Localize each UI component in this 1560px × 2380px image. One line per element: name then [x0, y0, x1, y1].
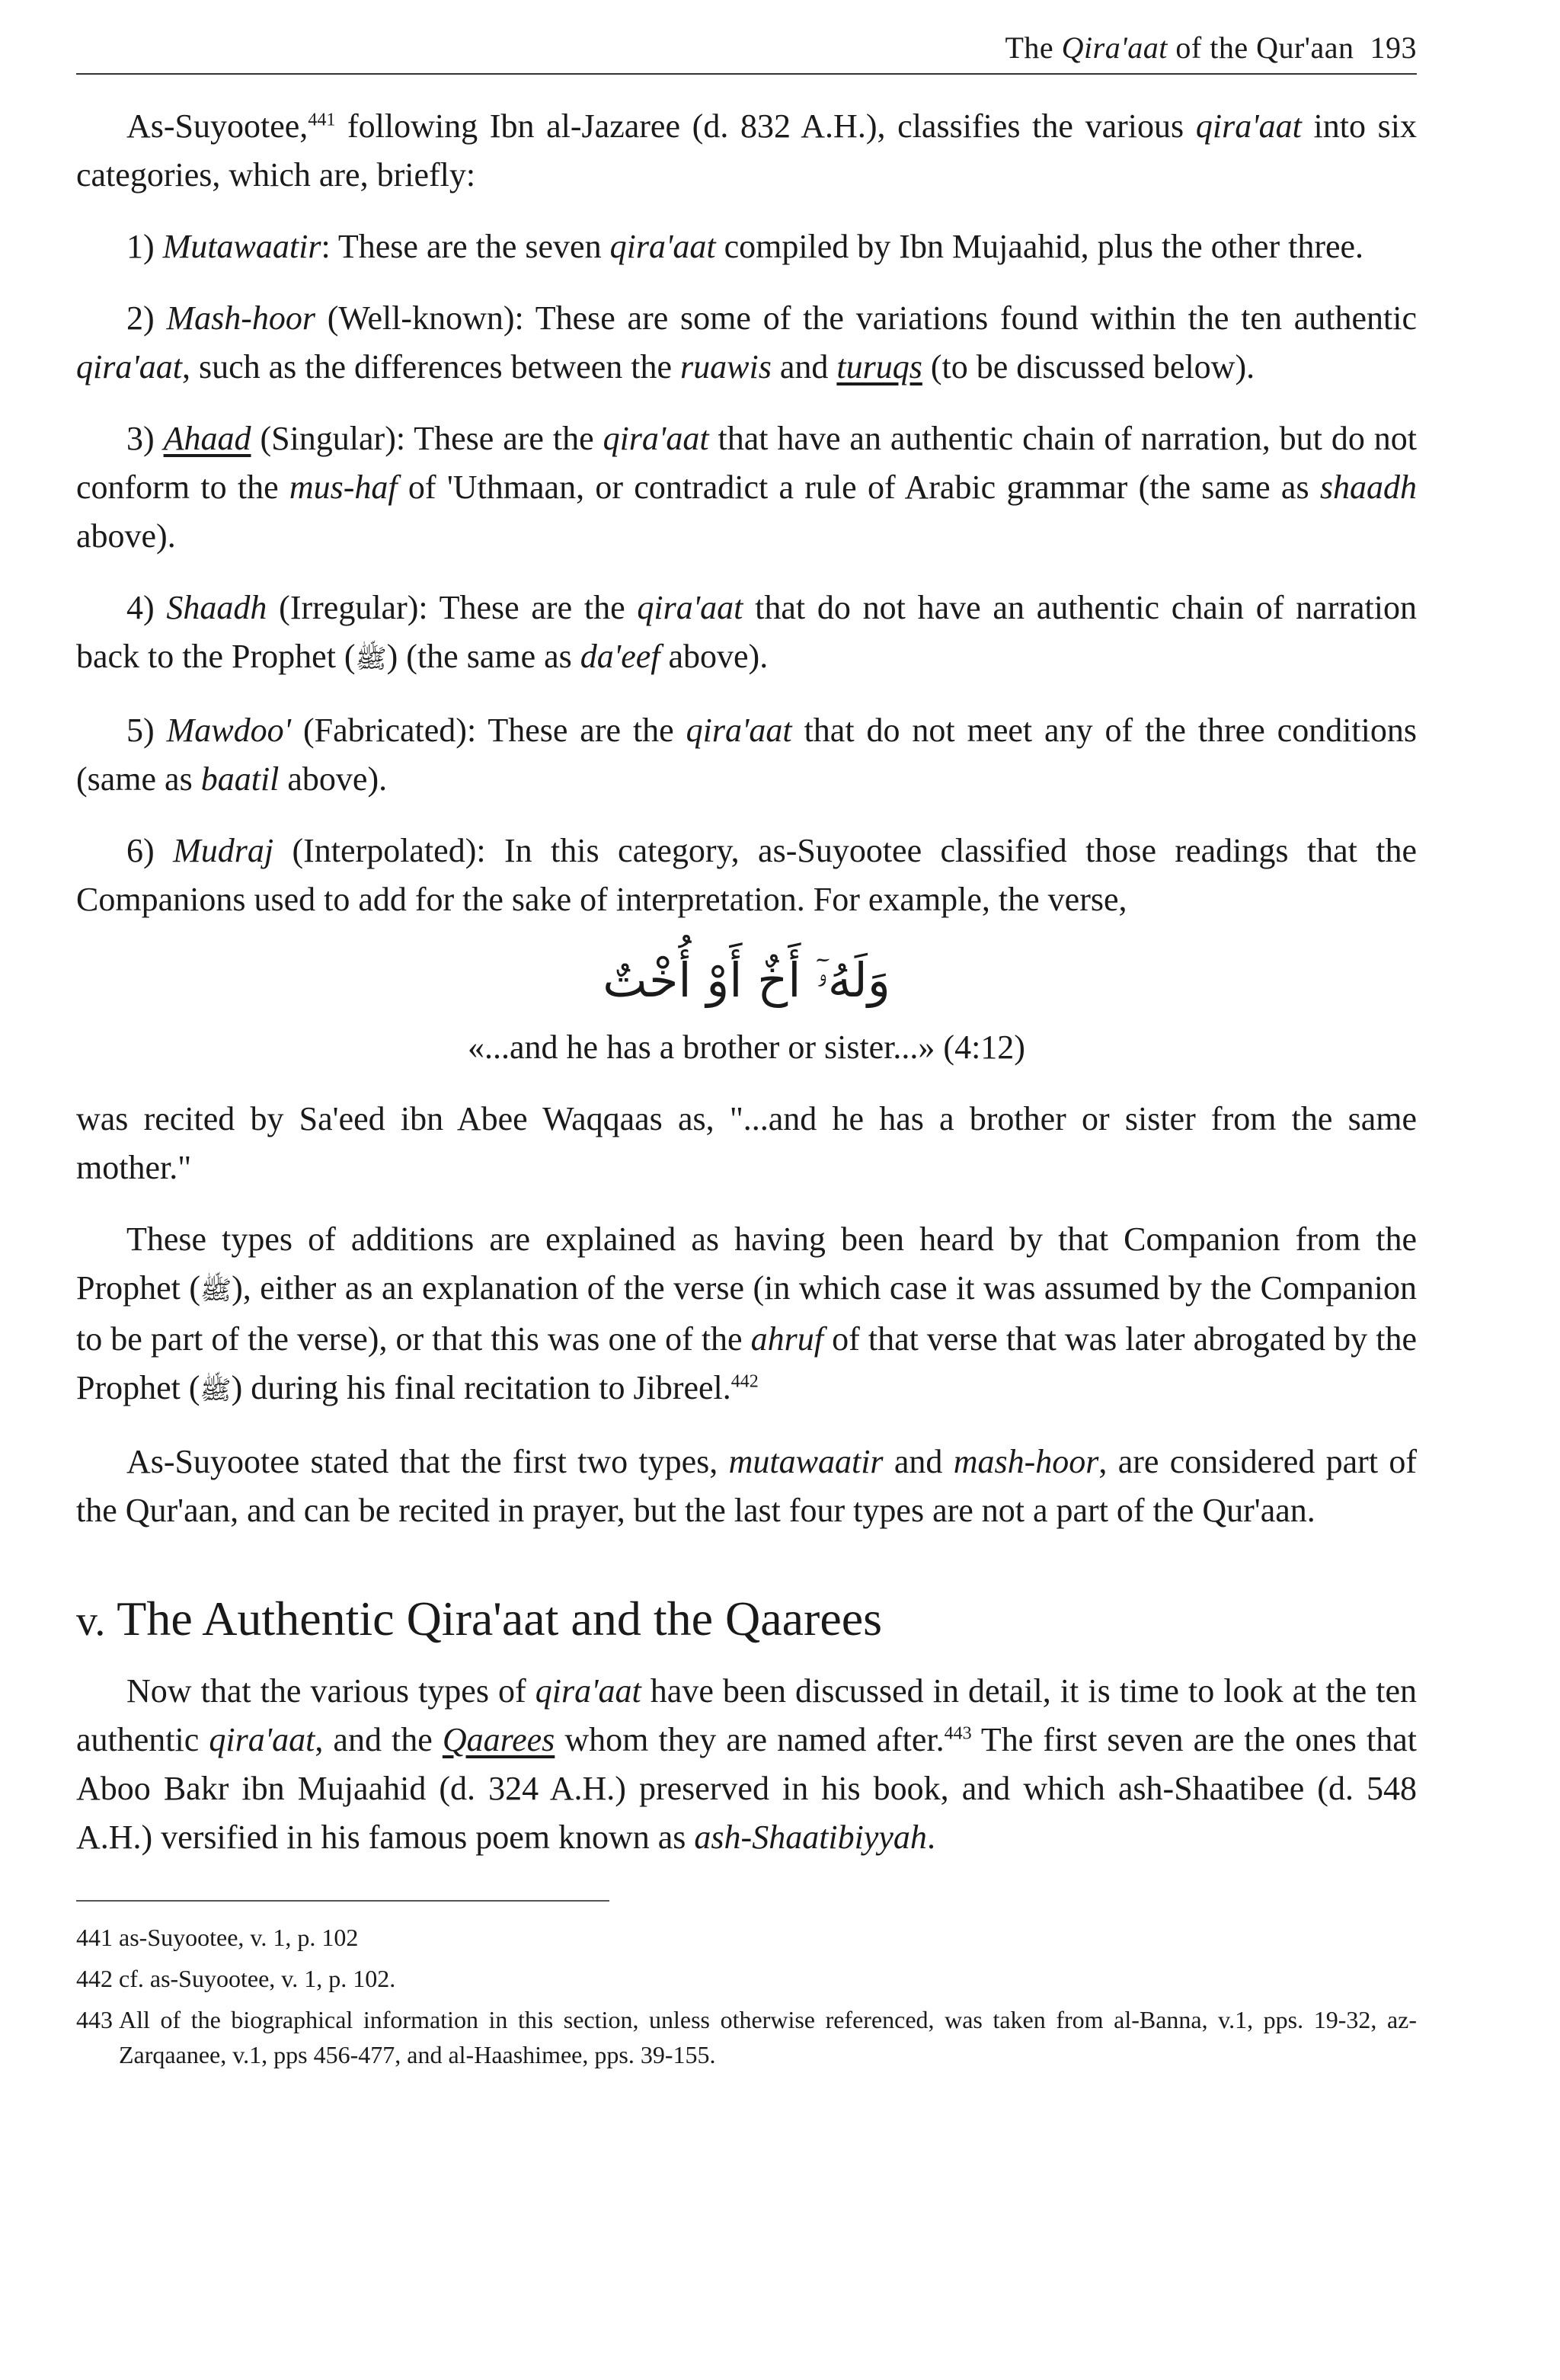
cat4-it2: da'eef — [580, 638, 660, 675]
honorific-icon: ﷺ — [200, 1375, 232, 1406]
fn-num: 443 — [76, 2006, 113, 2033]
honorific-icon: ﷺ — [200, 1275, 232, 1306]
add-c: of that verse that was later abrogated by the Prophet ( — [76, 1320, 1418, 1406]
cat4-term: Shaadh — [166, 589, 267, 626]
cat5-num: 5) — [126, 712, 167, 749]
verse-translation: «...and he has a brother or sister...» (4:12) — [468, 1028, 1025, 1066]
cat4-rest: above). — [660, 638, 769, 675]
stated-a: As-Suyootee stated that the first two types, — [126, 1443, 729, 1480]
cat5-it2: baatil — [200, 760, 280, 798]
sp-b: have been discussed in detail, it is time to look at the ten authentic — [76, 1672, 1418, 1758]
cat3-mid: that have an authentic chain of narration, but do not conform to the — [76, 420, 1418, 506]
footnote-441 — [76, 1920, 1417, 1955]
intro-a: As-Suyootee, — [126, 107, 308, 145]
cat2-num: 2) — [126, 299, 167, 337]
section-heading — [76, 1588, 1417, 1652]
cat1-rest: compiled by Ibn Mujaahid, plus the other three. — [715, 228, 1364, 265]
cat6-term: Mudraj — [173, 832, 274, 869]
sp-it4: ash-Shaatibiyyah — [694, 1819, 927, 1856]
footnote-ref-441[interactable]: 441 — [308, 110, 336, 130]
cat5-text: (Fabricated): These are the — [291, 712, 686, 749]
cat6-num: 6) — [126, 832, 174, 869]
cat6-text: (Interpolated): In this category, as-Suyootee classified those readings that the Companions used to add for the sake of interpretation. For example, the verse, — [76, 832, 1417, 918]
sp-a: Now that the various types of — [126, 1672, 535, 1710]
fn-text: as-Suyootee, v. 1, p. 102 — [119, 1924, 359, 1951]
cat2-rest: (to be discussed below). — [922, 348, 1255, 385]
category-2 — [76, 294, 1417, 392]
cat3-it3: shaadh — [1319, 469, 1417, 506]
arabic-verse-text: وَلَهُۥٓ أَخٌ أَوْ أُخْتٌ — [603, 952, 890, 1008]
cat2-term: Mash-hoor — [166, 299, 315, 337]
category-5 — [76, 706, 1417, 804]
cat4-mid: that do not have an authentic chain of narration back to the Prophet ( — [76, 589, 1417, 675]
honorific-icon: ﷺ — [355, 644, 387, 674]
category-1 — [76, 222, 1417, 271]
running-head-suffix: of the Qur'aan — [1167, 30, 1354, 65]
sp-e: The first seven are the ones that Aboo Bakr ibn Mujaahid (d. 324 A.H.) preserved in his book, and which ash-Shaatibee (d. 548 A.H.) versified in his famous poem known as — [76, 1721, 1417, 1856]
cat4-it1: qira'aat — [637, 589, 743, 626]
cat2-mid: , such as the differences between the — [181, 348, 681, 385]
section-paragraph — [76, 1667, 1417, 1862]
fn-num: 441 — [76, 1924, 113, 1951]
fn-text: cf. as-Suyootee, v. 1, p. 102. — [119, 1965, 396, 1992]
cat1-term: Mutawaatir — [162, 228, 321, 265]
cat3-term: Ahaad — [163, 420, 251, 457]
book-page — [76, 27, 1417, 2078]
stated-rest: , are considered part of the Qur'aan, and can be recited in prayer, but the last four types are not a part of the Qur'aan. — [76, 1443, 1418, 1529]
running-head-text — [1005, 30, 1417, 66]
cat5-it1: qira'aat — [686, 712, 792, 749]
intro-d: into six categories, which are, briefly: — [76, 107, 1418, 194]
intro-paragraph — [76, 102, 1417, 200]
cat5-mid: that do not meet any of the three conditions (same as — [76, 712, 1417, 798]
body-text — [76, 102, 1417, 2072]
cat5-term: Mawdoo' — [166, 712, 292, 749]
stated-it1: mutawaatir — [728, 1443, 884, 1480]
quran-verse — [76, 942, 1417, 1072]
cat1-it: qira'aat — [609, 228, 716, 265]
sp-f: . — [926, 1819, 935, 1856]
add-it: ahruf — [750, 1320, 824, 1358]
page-number: 193 — [1370, 30, 1417, 65]
category-4 — [76, 584, 1417, 683]
cat3-it1: qira'aat — [603, 420, 709, 457]
fn-text: All of the biographical information in this section, unless otherwise referenced, was taken from al-Banna, v.1, pps. 19-32, az-Zarqaanee, v.1, pps 456-477, and al-Haashimee, pps. 39-155. — [119, 2006, 1417, 2068]
intro-c: qira'aat — [1195, 107, 1302, 145]
cat1-text: : These are the seven — [321, 228, 610, 265]
recited-paragraph: was recited by Sa'eed ibn Abee Waqqaas as, "...and he has a brother or sister from the same mother." — [76, 1100, 1417, 1186]
cat3-rest: above). — [76, 517, 176, 555]
add-b: ), either as an explanation of the verse (in which case it was assumed by the Companion to be part of the verse), or that this was one of the — [76, 1269, 1418, 1358]
sp-it2: qira'aat — [209, 1721, 315, 1758]
footnote-443 — [76, 2002, 1417, 2072]
cat2-it3: turuqs — [836, 348, 922, 385]
running-head-prefix: The — [1005, 30, 1062, 65]
section-number: v. — [76, 1598, 106, 1645]
cat4-text: (Irregular): These are the — [267, 589, 638, 626]
footnote-divider — [76, 1900, 609, 1902]
running-head — [76, 27, 1417, 75]
sp-d: whom they are named after. — [555, 1721, 945, 1758]
fn-num: 442 — [76, 1965, 113, 1992]
add-a: These types of additions are explained as having been heard by that Companion from the Prophet ( — [76, 1220, 1417, 1307]
cat2-and: and — [771, 348, 837, 385]
running-head-italic: Qira'aat — [1061, 30, 1168, 65]
cat4-num: 4) — [126, 589, 167, 626]
cat5-rest: above). — [279, 760, 388, 798]
stated-and: and — [883, 1443, 954, 1480]
cat3-it2: mus-haf — [289, 469, 398, 506]
footnote-442 — [76, 1961, 1417, 1996]
section-title: The Authentic Qira'aat and the Qaarees — [105, 1591, 883, 1646]
sp-it3: Qaarees — [442, 1721, 555, 1758]
footnotes — [76, 1920, 1417, 2072]
cat3-mid2: of 'Uthmaan, or contradict a rule of Arabic grammar (the same as — [397, 469, 1320, 506]
footnote-ref-442[interactable]: 442 — [730, 1371, 759, 1392]
stated-it2: mash-hoor — [953, 1443, 1099, 1480]
sp-it1: qira'aat — [535, 1672, 641, 1710]
footnote-ref-443[interactable]: 443 — [944, 1723, 972, 1744]
cat2-it2: ruawis — [680, 348, 772, 385]
cat2-text: (Well-known): These are some of the variations found within the ten authentic — [315, 299, 1417, 337]
stated-paragraph — [76, 1438, 1417, 1535]
add-d: ) during his final recitation to Jibreel. — [231, 1369, 731, 1406]
category-6 — [76, 827, 1417, 924]
cat2-it1: qira'aat — [76, 348, 182, 385]
cat1-num: 1) — [126, 228, 163, 265]
intro-b: following Ibn al-Jazaree (d. 832 A.H.), classifies the various — [335, 107, 1196, 145]
category-3 — [76, 414, 1417, 561]
sp-c: , and the — [315, 1721, 443, 1758]
additions-paragraph — [76, 1215, 1417, 1415]
cat3-num: 3) — [126, 420, 164, 457]
cat3-text: (Singular): These are the — [251, 420, 603, 457]
cat4-mid2: ) (the same as — [386, 638, 580, 675]
